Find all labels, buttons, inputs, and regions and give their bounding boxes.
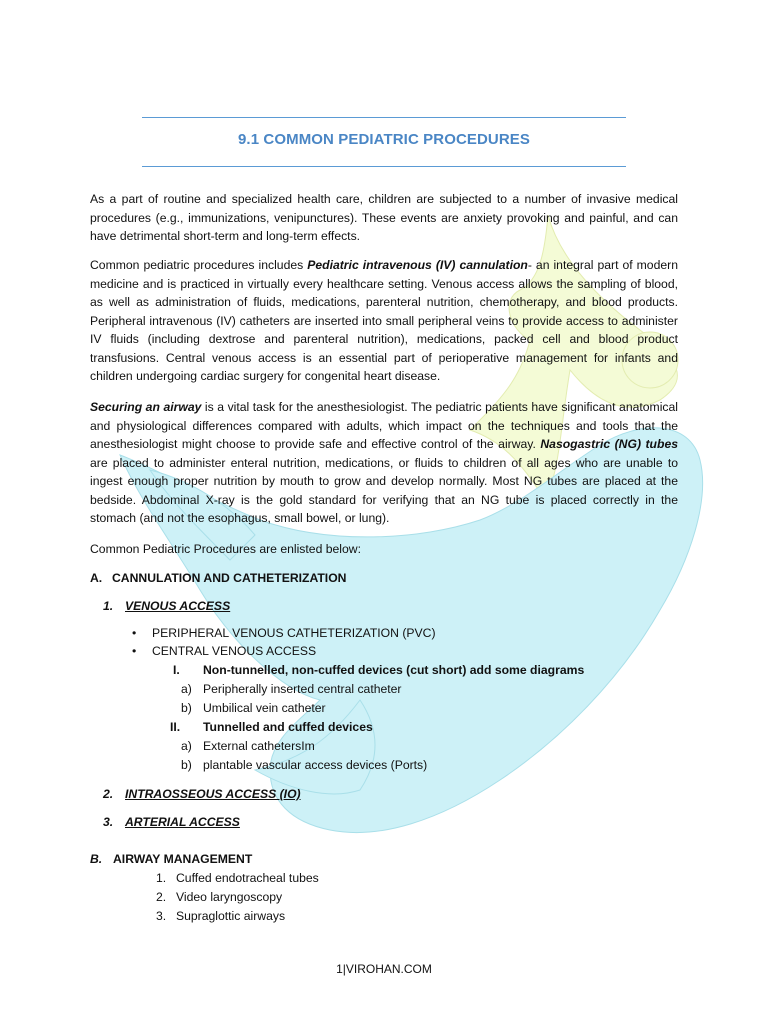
roman-2-title: Tunnelled and cuffed devices xyxy=(203,720,373,734)
p2-lead: Common pediatric procedures includes xyxy=(90,258,308,272)
airway-item xyxy=(156,869,319,888)
item-arterial-access xyxy=(103,813,240,832)
section-b xyxy=(90,850,252,869)
sub-item-label: a) xyxy=(181,739,192,753)
sub-item-label: a) xyxy=(181,682,192,696)
sub-item-text: Umbilical vein catheter xyxy=(203,701,326,715)
sub-item xyxy=(181,756,427,775)
airway-item-text: Cuffed endotracheal tubes xyxy=(176,871,319,885)
title-rule-top xyxy=(142,117,626,118)
section-b-label: B. xyxy=(90,852,103,866)
section-a-title: CANNULATION AND CATHETERIZATION xyxy=(112,571,347,585)
p3-emphasis-1: Securing an airway xyxy=(90,400,202,414)
item-1-title: VENOUS ACCESS xyxy=(125,599,231,613)
title-rule-bottom xyxy=(142,166,626,167)
airway-item xyxy=(156,907,285,926)
roman-item-2 xyxy=(170,718,373,737)
bullet-dot-icon: • xyxy=(132,626,137,640)
sub-item-text: plantable vascular access devices (Ports) xyxy=(203,758,428,772)
roman-2-label: II. xyxy=(170,720,181,734)
sub-item-label: b) xyxy=(181,758,192,772)
list-intro: Common Pediatric Procedures are enlisted below: xyxy=(90,542,361,556)
page-footer: 1|VIROHAN.COM xyxy=(336,962,432,976)
page-title: 9.1 COMMON PEDIATRIC PROCEDURES xyxy=(237,131,531,148)
sub-item-text: Peripherally inserted central catheter xyxy=(203,682,402,696)
p3-text-2: are placed to administer enteral nutrition, medications, or fluids to children of all ages who are unable to ingest enough proper nutrition by mouth to grow and develop normally. Most NG tubes are placed at the bedside. Abdominal X-ray is the gold standard for verifying that an NG tube is placed correctly in the stomach (and not the esophagus, small bowel, or lung). xyxy=(90,455,678,525)
bullet-text: PERIPHERAL VENOUS CATHETERIZATION (PVC) xyxy=(152,626,436,640)
sub-item xyxy=(181,680,402,699)
airway-item-label: 3. xyxy=(156,909,167,923)
item-2-label: 2. xyxy=(103,787,114,801)
sub-item-text: External cathetersIm xyxy=(203,739,315,753)
airway-item-text: Supraglottic airways xyxy=(176,909,286,923)
roman-1-title: Non-tunnelled, non-cuffed devices (cut short) add some diagrams xyxy=(203,663,585,677)
item-venous-access xyxy=(103,597,230,616)
sub-item-label: b) xyxy=(181,701,192,715)
item-intraosseous-access xyxy=(103,785,301,804)
paragraph-iv-cannulation xyxy=(90,256,678,386)
section-b-title: AIRWAY MANAGEMENT xyxy=(113,852,253,866)
item-3-label: 3. xyxy=(103,815,114,829)
item-1-label: 1. xyxy=(103,599,114,613)
bullet-dot-icon: • xyxy=(132,644,137,658)
sub-item xyxy=(181,737,315,756)
roman-1-label: I. xyxy=(173,663,180,677)
bullet-text: CENTRAL VENOUS ACCESS xyxy=(152,644,317,658)
bullet-item xyxy=(132,642,316,661)
airway-item-label: 1. xyxy=(156,871,167,885)
roman-item-1 xyxy=(173,661,584,680)
item-2-title: INTRAOSSEOUS ACCESS (IO) xyxy=(125,787,301,801)
paragraph-intro: As a part of routine and specialized health care, children are subjected to a number of invasive medical procedures (e.g., immunizations, venipunctures). These events are anxiety provoking and painful, and can have detrimental short-term and long-term effects. xyxy=(90,192,678,243)
p2-rest: - an integral part of modern medicine and is practiced in virtually every healthcare setting. Venous access allows the sampling of blood, as well as administration of fluids, medications, parenteral nutrition, chemotherapy, and blood products. Peripheral intravenous (IV) catheters are inserted into small peripheral veins to provide access to administer IV fluids (including dextrose and parenteral nutrition), medications, packed cell and blood product transfusions. Central venous access is an essential part of perioperative management for infants and children undergoing cardiac surgery for congenital heart disease. xyxy=(90,258,678,383)
paragraph-airway xyxy=(90,398,678,528)
p3-emphasis-2: Nasogastric (NG) tubes xyxy=(540,437,678,451)
airway-item xyxy=(156,888,282,907)
p2-emphasis: Pediatric intravenous (IV) cannulation xyxy=(307,258,528,272)
p3-text-1: is a vital task for the anesthesiologist. The pediatric patients have significant anatomical and physiological differences compared with adults, which impact on the techniques and tools that the anesthesiologist might choose to provide safe and effective control of the airway. xyxy=(90,400,678,451)
item-3-title: ARTERIAL ACCESS xyxy=(125,815,240,829)
section-a xyxy=(90,569,346,588)
bullet-item xyxy=(132,624,436,643)
airway-item-text: Video laryngoscopy xyxy=(176,890,283,904)
airway-item-label: 2. xyxy=(156,890,167,904)
section-a-label: A. xyxy=(90,571,103,585)
sub-item xyxy=(181,699,326,718)
